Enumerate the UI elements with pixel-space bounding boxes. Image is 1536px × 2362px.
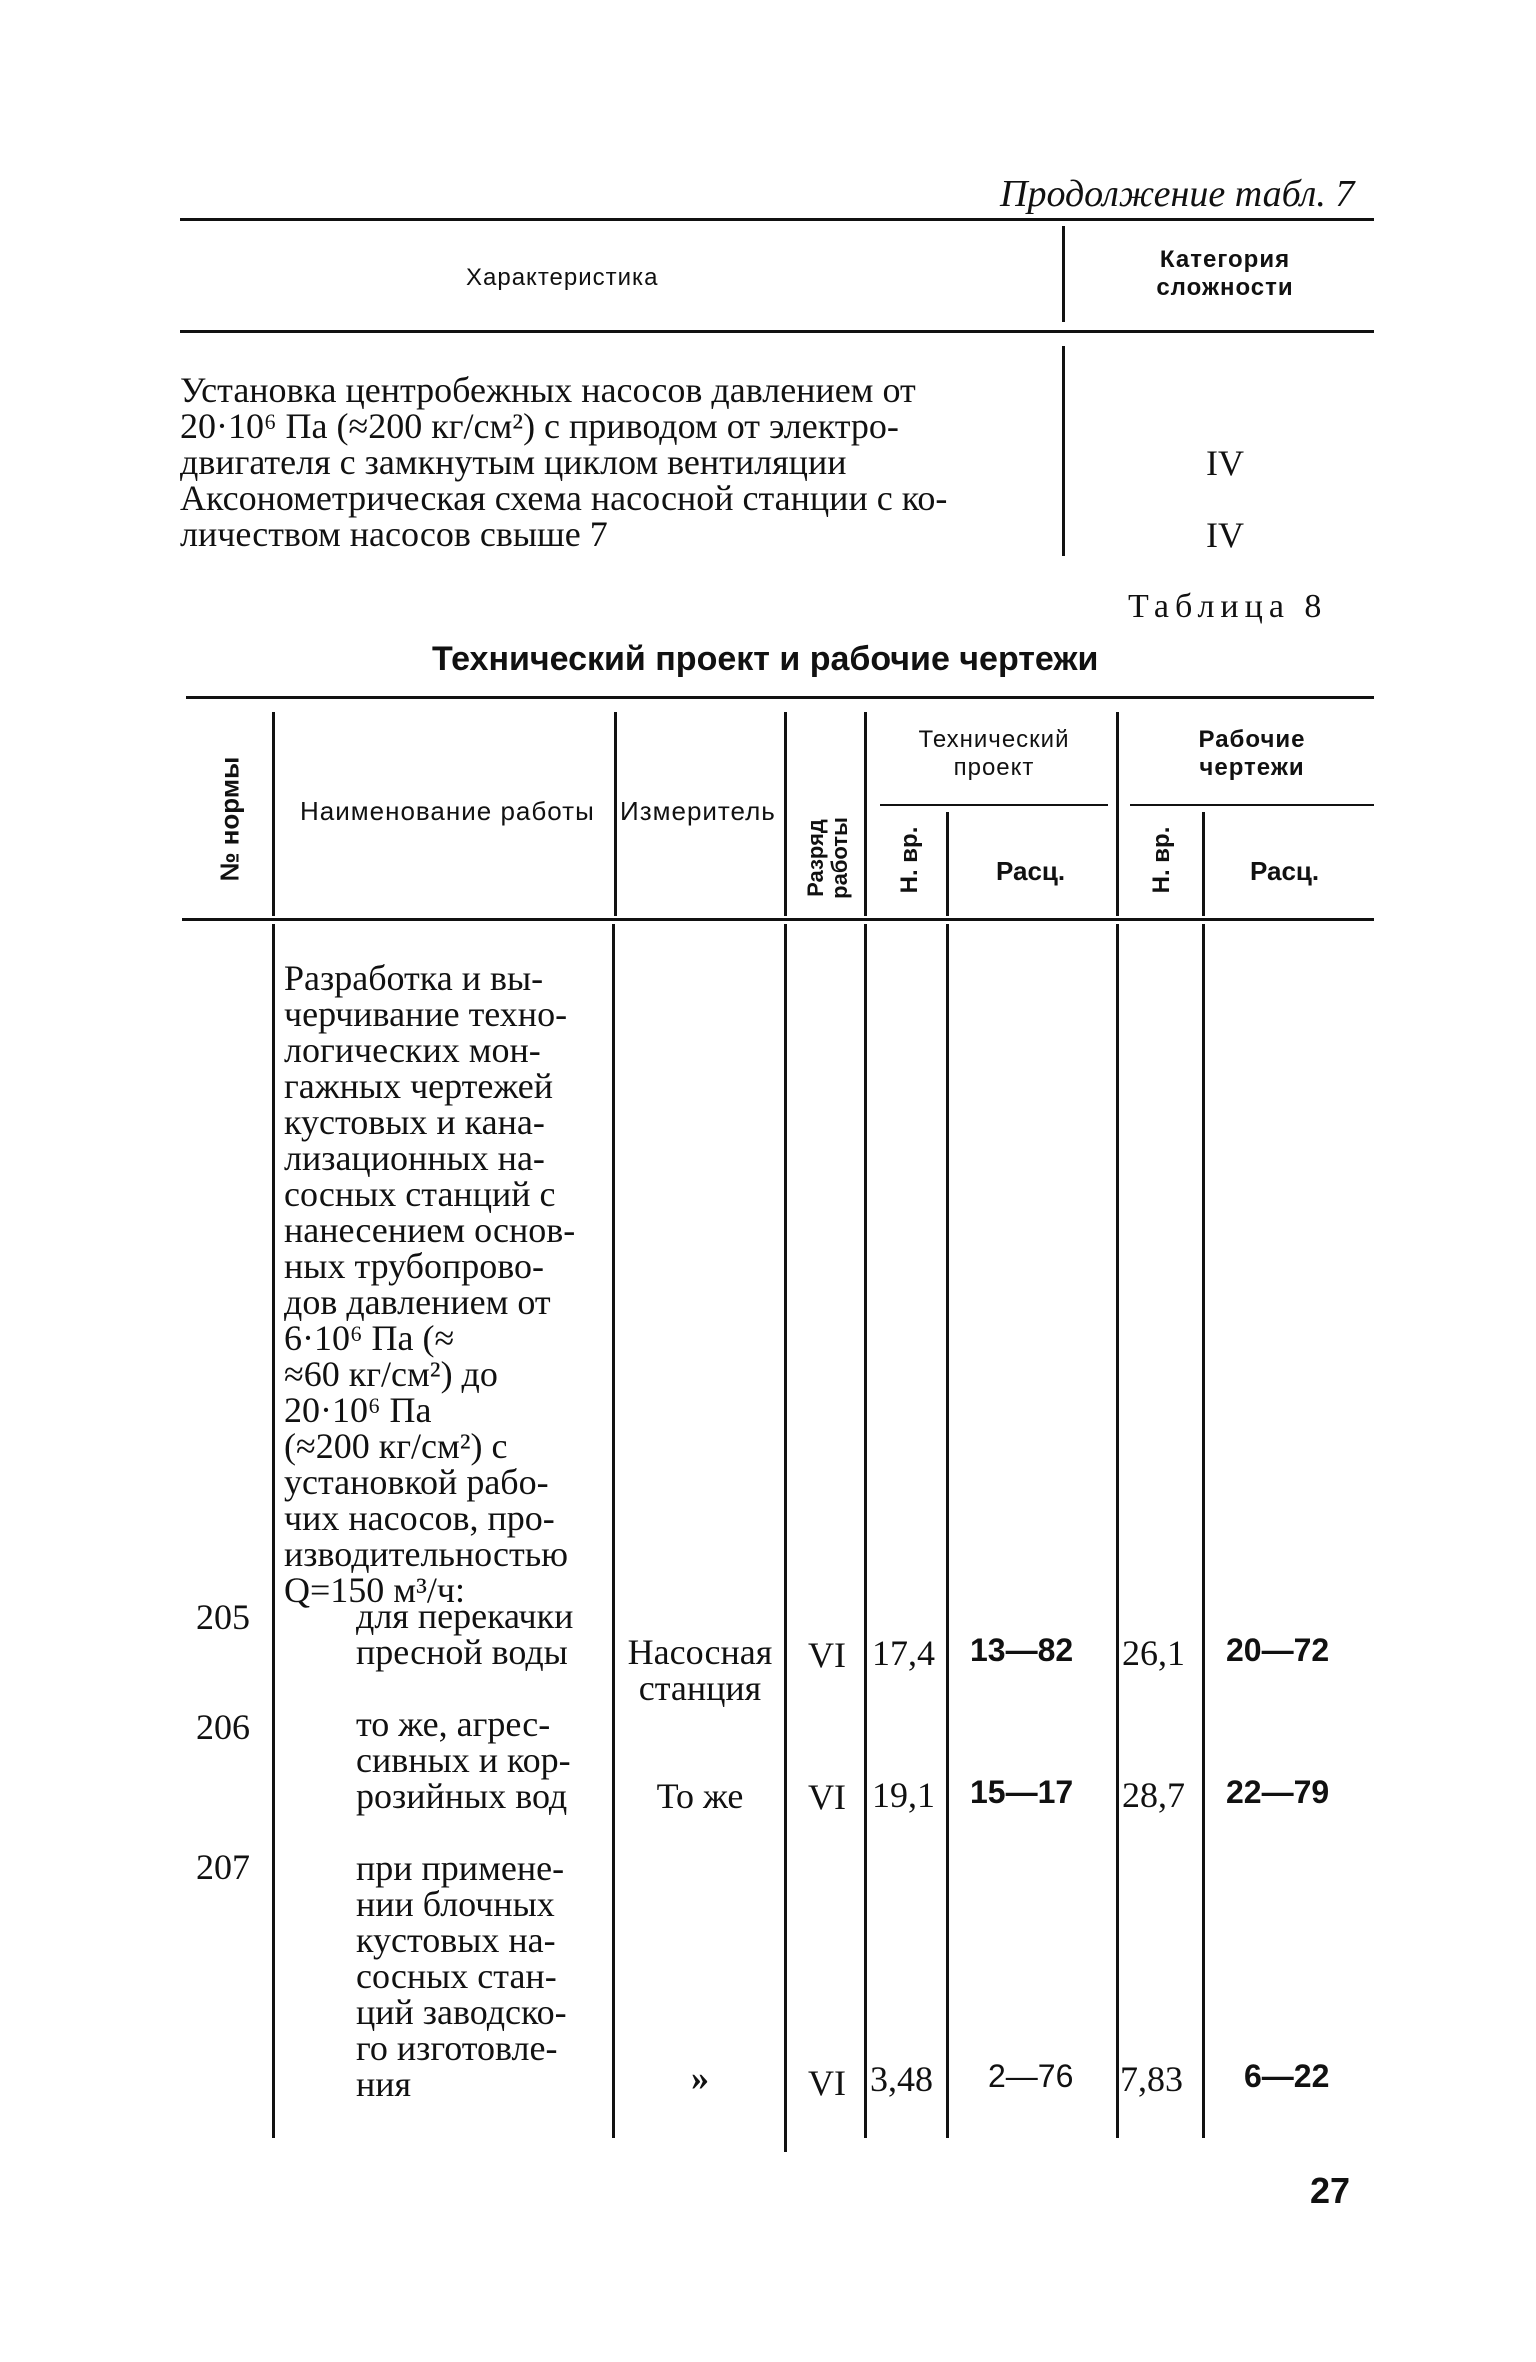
row-meter-207	[618, 2060, 782, 2096]
table8-body-vline	[272, 924, 275, 2138]
row-name-line: ния	[356, 2064, 412, 2104]
intro-line: изводительностью	[284, 1534, 569, 1574]
row-meter-line: »	[691, 2058, 709, 2098]
table7-line: 20·10⁶ Па (≈200 кг/см²) с приводом от электро-	[180, 406, 899, 446]
intro-line: 6·10⁶ Па (≈	[284, 1318, 455, 1358]
row-name-line: ций заводско-	[356, 1992, 567, 2032]
row-name-line: розийных вод	[356, 1776, 568, 1816]
row-name-line: для перекачки	[356, 1596, 574, 1636]
intro-line: ных трубопрово-	[284, 1246, 544, 1286]
table7-col-category-l1: Категория	[1159, 246, 1291, 273]
intro-line: гажных чертежей	[284, 1066, 554, 1106]
table8-top-rule	[186, 696, 1374, 699]
hdr-wd-rate: Расц.	[1250, 856, 1320, 886]
row-grade-206: VI	[808, 1777, 846, 1817]
table8-hdr-vline	[614, 712, 617, 916]
row-name-207	[356, 1850, 567, 2102]
row-name-line: то же, агрес-	[356, 1704, 551, 1744]
table7-line: личеством насосов свыше 7	[180, 514, 608, 554]
row-wd-time-205: 26,1	[1122, 1633, 1185, 1673]
row-name-line: пресной воды	[356, 1632, 568, 1672]
intro-line: дов давлением от	[284, 1282, 551, 1322]
intro-line: установкой рабо-	[284, 1462, 549, 1502]
row-tp-rate-206: 15—17	[970, 1774, 1074, 1810]
table8-header-rule	[182, 918, 1374, 921]
table7-col-category-l2: сложности	[1156, 274, 1294, 301]
row-name-206	[356, 1706, 571, 1814]
table7-header-divider	[1062, 226, 1065, 322]
row-name-line: кустовых на-	[356, 1920, 556, 1960]
row-tp-time-205: 17,4	[872, 1633, 935, 1673]
row-meter-line: То же	[656, 1776, 744, 1816]
hdr-working-drawings-l1: Рабочие	[1198, 726, 1306, 753]
continuation-caption: Продолжение табл. 7	[1000, 173, 1355, 215]
hdr-meter: Измеритель	[620, 796, 776, 826]
row-no-206: 206	[196, 1707, 250, 1747]
row-wd-rate-207: 6—22	[1244, 2058, 1330, 2094]
table8-hdr-vline	[1116, 712, 1119, 916]
table7-line: Установка центробежных насосов давлением от	[180, 370, 916, 410]
table7-col-characteristic: Характеристика	[466, 264, 659, 291]
row-name-205	[356, 1598, 573, 1670]
table7-category-2: IV	[1206, 515, 1244, 555]
hdr-working-drawings-l2: чертежи	[1199, 754, 1305, 781]
intro-line: Разработка и вы-	[284, 958, 544, 998]
hdr-tp-rate: Расц.	[996, 856, 1066, 886]
hdr-norm-no: № нормы	[214, 756, 245, 882]
table7-characteristic-text	[180, 372, 1050, 552]
table8-hdr-vline	[1202, 812, 1205, 916]
intro-line: нанесением основ-	[284, 1210, 576, 1250]
table8-title: Технический проект и рабочие чертежи	[432, 640, 1099, 678]
hdr-tp-time: Н. вр.	[896, 826, 923, 894]
intro-line: сосных станций с	[284, 1174, 556, 1214]
row-wd-rate-205: 20—72	[1226, 1632, 1330, 1668]
row-wd-time-206: 28,7	[1122, 1775, 1185, 1815]
table7-category-1: IV	[1206, 443, 1244, 483]
page-number: 27	[1310, 2170, 1351, 2211]
table7-body-divider	[1062, 346, 1065, 556]
table8-body-vline	[784, 924, 787, 2152]
row-wd-rate-206: 22—79	[1226, 1774, 1330, 1810]
intro-line: логических мон-	[284, 1030, 541, 1070]
row-name-line: го изготовле-	[356, 2028, 558, 2068]
hdr-grade: Разряд работы	[803, 817, 852, 899]
row-name-line: сивных и кор-	[356, 1740, 571, 1780]
row-no-207: 207	[196, 1847, 250, 1887]
hdr-wd-time: Н. вр.	[1148, 826, 1175, 894]
table8-hdr-subrule	[880, 804, 1108, 806]
intro-line: Q=150 м³/ч:	[284, 1570, 465, 1610]
row-no-205: 205	[196, 1597, 250, 1637]
intro-line: черчивание техно-	[284, 994, 568, 1034]
table7-line: Аксонометрическая схема насосной станции с ко-	[180, 478, 948, 518]
table8-hdr-subrule	[1130, 804, 1374, 806]
table7-header-rule	[180, 330, 1374, 333]
table7-line: двигателя с замкнутым циклом вентиляции	[180, 442, 847, 482]
table8-intro-text	[284, 960, 614, 1608]
intro-line: (≈200 кг/см²) с	[284, 1426, 508, 1466]
intro-line: кустовых и кана-	[284, 1102, 545, 1142]
table8-body-vline	[1116, 924, 1119, 2138]
row-tp-rate-207: 2—76	[988, 2058, 1074, 2094]
intro-line: чих насосов, про-	[284, 1498, 555, 1538]
row-name-line: нии блочных	[356, 1884, 555, 1924]
row-meter-206	[618, 1778, 782, 1814]
row-meter-line: станция	[638, 1668, 762, 1708]
row-grade-207: VI	[808, 2063, 846, 2103]
row-meter-line: Насосная	[627, 1632, 773, 1672]
table8-label: Таблица 8	[1128, 588, 1328, 625]
table8-body-vline	[864, 924, 867, 2138]
hdr-tech-project-l2: проект	[953, 754, 1035, 781]
row-name-line: при примене-	[356, 1848, 565, 1888]
table7-top-rule	[180, 218, 1374, 221]
row-wd-time-207: 7,83	[1120, 2059, 1183, 2099]
hdr-work-name: Наименование работы	[300, 796, 595, 826]
table8-hdr-vline	[784, 712, 787, 916]
intro-line: лизационных на-	[284, 1138, 545, 1178]
intro-line: 20·10⁶ Па	[284, 1390, 432, 1430]
table8-hdr-vline	[864, 712, 867, 916]
row-meter-205	[618, 1634, 782, 1706]
row-name-line: сосных стан-	[356, 1956, 557, 1996]
table8-body-vline	[1202, 924, 1205, 2138]
row-tp-time-206: 19,1	[872, 1775, 935, 1815]
row-tp-time-207: 3,48	[870, 2059, 933, 2099]
row-tp-rate-205: 13—82	[970, 1632, 1074, 1668]
table8-hdr-vline	[946, 812, 949, 916]
table8-hdr-vline	[272, 712, 275, 916]
hdr-tech-project-l1: Технический	[918, 726, 1070, 753]
row-grade-205: VI	[808, 1635, 846, 1675]
table8-body-vline	[946, 924, 949, 2138]
intro-line: ≈60 кг/см²) до	[284, 1354, 498, 1394]
